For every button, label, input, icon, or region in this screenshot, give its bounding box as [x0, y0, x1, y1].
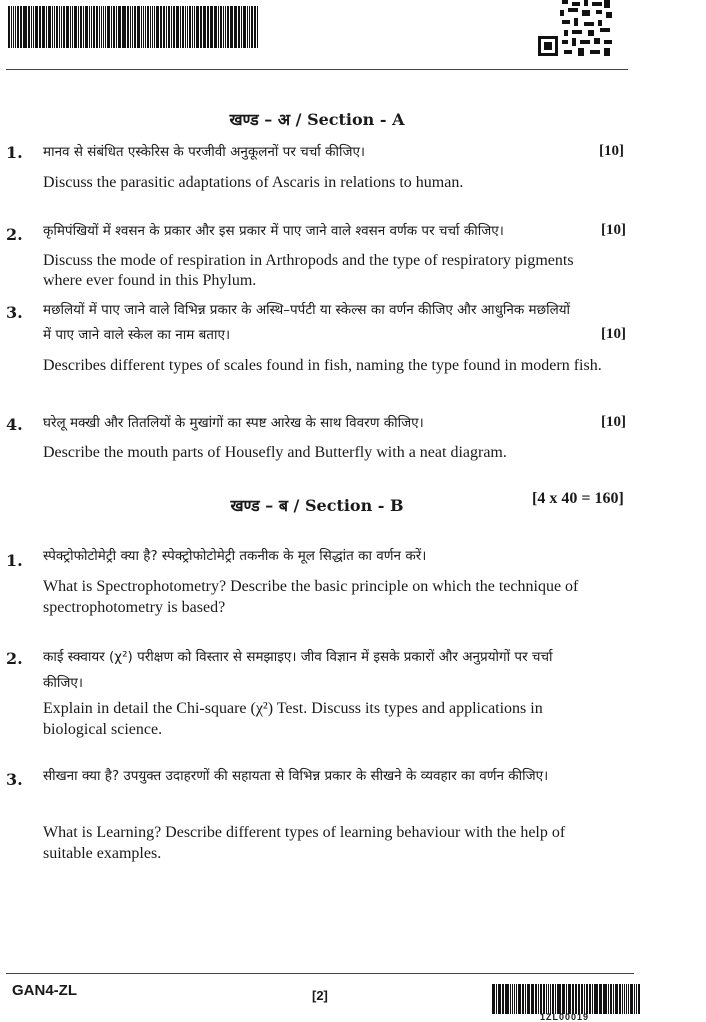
barcode-bar [160, 6, 162, 48]
barcode-bar [54, 6, 56, 48]
barcode-bar [506, 984, 509, 1014]
barcode-bar [154, 6, 156, 48]
barcode-bar [634, 984, 636, 1014]
barcode-bar [116, 6, 117, 48]
barcode-bar [540, 984, 542, 1014]
barcode-bar [575, 984, 577, 1014]
barcode-bar [168, 6, 170, 48]
question-a2-hindi: कृमिपंखियों में श्वसन के प्रकार और इस प्रकार में पाए जाने वाले श्वसन वर्णक पर चर्चा कीजिए। [43, 223, 504, 239]
footer-divider [6, 973, 634, 974]
barcode-bar [604, 984, 607, 1014]
barcode-bar [171, 6, 173, 48]
barcode-bar [123, 6, 126, 48]
barcode-bar [59, 6, 60, 48]
barcode-bar [24, 6, 27, 48]
question-a3-hindi-line1: मछलियों में पाए जाने वाले विभिन्न प्रकार के अस्थि–पर्पटी या स्केल्स का वर्णन कीजिए और आधुनिक मछलियों [43, 302, 571, 318]
barcode-bar [132, 6, 134, 48]
barcode-bar [238, 6, 241, 48]
barcode-bar [137, 6, 140, 48]
barcode-bar [622, 984, 624, 1014]
barcode-bar [223, 6, 224, 48]
barcode-bar [557, 984, 558, 1014]
barcode-bar [522, 984, 525, 1014]
barcode-bar [182, 6, 184, 48]
question-b2-hindi-line1: काई स्क्वायर (χ²) परीक्षण को विस्तार से समझाइए। जीव विज्ञान में इसके प्रकारों और अनुप्रयोगों पर चर्चा [43, 649, 553, 665]
barcode-bar [516, 984, 517, 1014]
barcode-bar [251, 6, 253, 48]
section-b-heading: खण्ड – ब / Section - B [230, 496, 404, 515]
barcode-bar [626, 984, 627, 1014]
barcode-bar [46, 6, 47, 48]
barcode-bar [619, 984, 621, 1014]
barcode-bar [615, 984, 618, 1014]
question-a2-english-line1: Discuss the mode of respiration in Arthropods and the type of respiratory pigments [43, 252, 574, 269]
barcode-bar [78, 6, 79, 48]
barcode-bar [613, 984, 615, 1014]
barcode-bar [599, 984, 602, 1014]
barcode-bar [196, 6, 199, 48]
question-b2-english-line1: Explain in detail the Chi-square (χ²) Test. Discuss its types and applications in [43, 700, 543, 717]
barcode-bar [15, 6, 16, 48]
barcode-bar [33, 6, 34, 48]
barcode-bar [502, 984, 504, 1014]
barcode-bar [214, 6, 217, 48]
question-b1-english-line2: spectrophotometry is based? [43, 599, 226, 616]
barcode-bar [80, 6, 82, 48]
barcode-bar [93, 6, 96, 48]
barcode-bar [234, 6, 237, 48]
barcode-bar [176, 6, 179, 48]
barcode-bar [122, 6, 123, 48]
barcode-bar [536, 984, 537, 1014]
barcode-bar [145, 6, 146, 48]
barcode-bar [535, 984, 536, 1014]
question-a3-number: 3. [6, 303, 23, 322]
question-a4-english: Describe the mouth parts of Housefly and Butterfly with a neat diagram. [43, 444, 507, 461]
barcode-bar [118, 6, 121, 48]
barcode-bar [243, 6, 246, 48]
barcode-bar [531, 984, 534, 1014]
barcode-bar [56, 6, 58, 48]
barcode-bar [194, 6, 195, 48]
question-a4-hindi: घरेलू मक्खी और तितलियों के मुखांगों का स्पष्ट आरेख के साथ विवरण कीजिए। [43, 415, 424, 431]
barcode-bar [105, 6, 106, 48]
barcode-bar [85, 6, 88, 48]
barcode-bar [152, 6, 153, 48]
barcode-bar [187, 6, 188, 48]
barcode-bar [555, 984, 556, 1014]
question-a3-marks: [10] [601, 326, 626, 342]
barcode-bar [510, 984, 511, 1014]
barcode-bar [23, 6, 24, 48]
question-b3-english-line2: suitable examples. [43, 845, 162, 862]
barcode-bar [89, 6, 90, 48]
question-a1-number: 1. [6, 143, 23, 162]
barcode-bar [220, 6, 222, 48]
question-b3-english-line1: What is Learning? Describe different types of learning behaviour with the help of [43, 824, 566, 841]
barcode-bar [70, 6, 71, 48]
question-a2-number: 2. [6, 225, 23, 244]
barcode-bar [35, 6, 38, 48]
question-a4-marks: [10] [601, 414, 626, 430]
barcode-bar [227, 6, 229, 48]
barcode-bar [130, 6, 131, 48]
question-a1-english: Discuss the parasitic adaptations of Ascaris in relations to human. [43, 174, 464, 191]
barcode-bar [20, 6, 22, 48]
barcode-bar [594, 984, 595, 1014]
barcode-bar [568, 984, 571, 1014]
barcode-bar [96, 6, 98, 48]
barcode-bar [127, 6, 129, 48]
barcode-number: 1ZL00019 [540, 1012, 590, 1022]
barcode-bar [543, 984, 546, 1014]
barcode-bar [141, 6, 143, 48]
barcode-bar [505, 984, 506, 1014]
barcode-bar [610, 984, 612, 1014]
barcode-bar [584, 984, 586, 1014]
barcode-bar [166, 6, 167, 48]
barcode-bar [156, 6, 159, 48]
barcode-bar [578, 984, 580, 1014]
question-a1-marks: [10] [599, 143, 624, 159]
barcode-bar [566, 984, 568, 1014]
barcode-bar [63, 6, 66, 48]
barcode-bar [249, 6, 251, 48]
barcode-bar [8, 6, 10, 48]
barcode-bar [173, 6, 175, 48]
barcode-bar [31, 6, 33, 48]
barcode-bar [48, 6, 51, 48]
barcode-bar [11, 6, 13, 48]
barcode-bar [83, 6, 85, 48]
barcode-bar [230, 6, 231, 48]
barcode-bar [254, 6, 256, 48]
barcode-top [8, 6, 258, 48]
barcode-bar [113, 6, 115, 48]
barcode-bar [538, 984, 539, 1014]
barcode-bar [257, 6, 258, 48]
question-b3-number: 3. [6, 770, 23, 789]
barcode-bar [231, 6, 233, 48]
question-b1-hindi: स्पेक्ट्रोफोटोमेट्री क्या है? स्पेक्ट्रोफोटोमेट्री तकनीक के मूल सिद्धांत का वर्णन करें। [43, 548, 427, 564]
barcode-bar [247, 6, 248, 48]
barcode-bar [496, 984, 498, 1014]
barcode-bar [134, 6, 136, 48]
barcode-bar [514, 984, 516, 1014]
barcode-bar [518, 984, 521, 1014]
barcode-bar [61, 6, 62, 48]
barcode-bar [595, 984, 598, 1014]
barcode-bar [203, 6, 206, 48]
barcode-bar [592, 984, 593, 1014]
question-b3-hindi: सीखना क्या है? उपयुक्त उदाहरणों की सहायता से विभिन्न प्रकार के सीखने के व्यवहार का वर्णन कीजिए। [43, 768, 549, 784]
barcode-bar [638, 984, 640, 1014]
barcode-bar [39, 6, 41, 48]
barcode-bar [163, 6, 166, 48]
question-b2-hindi-line2: कीजिए। [43, 675, 83, 691]
question-b1-number: 1. [6, 551, 23, 570]
section-b-marks: [4 x 40 = 160] [532, 490, 624, 507]
barcode-bar [562, 984, 565, 1014]
barcode-bar [28, 6, 30, 48]
question-b2-english-line2: biological science. [43, 721, 163, 738]
barcode-bar [225, 6, 226, 48]
question-a2-english-line2: where ever found in this Phylum. [43, 272, 257, 289]
barcode-bar [550, 984, 551, 1014]
barcode-bar [200, 6, 203, 48]
question-a2-marks: [10] [601, 222, 626, 238]
barcode-bar [589, 984, 591, 1014]
barcode-bar [103, 6, 104, 48]
question-a3-english: Describes different types of scales found in fish, naming the type found in modern fish. [43, 357, 602, 374]
question-b1-english-line1: What is Spectrophotometry? Describe the basic principle on which the technique of [43, 578, 579, 595]
barcode-bar [207, 6, 210, 48]
barcode-bar [99, 6, 100, 48]
question-b2-number: 2. [6, 649, 23, 668]
barcode-bar [492, 984, 495, 1014]
barcode-bar [74, 6, 77, 48]
barcode-bar [636, 984, 637, 1014]
barcode-bar [147, 6, 149, 48]
section-a-heading: खण्ड – अ / Section - A [229, 110, 405, 129]
barcode-bar [558, 984, 561, 1014]
barcode-bar [101, 6, 103, 48]
barcode-bar [185, 6, 186, 48]
header-divider [6, 69, 628, 70]
barcode-bar [66, 6, 69, 48]
barcode-bar [107, 6, 110, 48]
barcode-bar [581, 984, 583, 1014]
barcode-bar [143, 6, 144, 48]
barcode-bar [630, 984, 633, 1014]
barcode-bar [72, 6, 74, 48]
barcode-bar [586, 984, 588, 1014]
barcode-bar [512, 984, 513, 1014]
barcode-bar [552, 984, 554, 1014]
barcode-bar [43, 6, 45, 48]
qr-code [538, 0, 614, 58]
barcode-bar [241, 6, 242, 48]
barcode-bar [628, 984, 629, 1014]
barcode-bar [608, 984, 609, 1014]
barcode-bar [603, 984, 604, 1014]
barcode-bar [42, 6, 43, 48]
question-a3-hindi-line2: में पाए जाने वाले स्केल का नाम बताए। [43, 327, 231, 343]
barcode-bar [210, 6, 213, 48]
page-number: [2] [312, 988, 328, 1003]
barcode-bar [180, 6, 182, 48]
barcode-bar [192, 6, 193, 48]
barcode-bar [525, 984, 526, 1014]
paper-code: GAN4-ZL [12, 982, 77, 999]
barcode-bar [150, 6, 151, 48]
barcode-bar [189, 6, 192, 48]
barcode-bar [498, 984, 501, 1014]
question-a4-number: 4. [6, 415, 23, 434]
barcode-bar [52, 6, 53, 48]
barcode-bar [17, 6, 19, 48]
barcode-bar [13, 6, 14, 48]
barcode-bar [111, 6, 113, 48]
barcode-bar [546, 984, 547, 1014]
barcode-bottom [492, 984, 640, 1014]
barcode-bar [218, 6, 220, 48]
question-a1-hindi: मानव से संबंधित एस्केरिस के परजीवी अनुकूलनों पर चर्चा कीजिए। [43, 144, 366, 160]
barcode-bar [527, 984, 530, 1014]
barcode-bar [572, 984, 575, 1014]
barcode-bar [548, 984, 549, 1014]
barcode-bar [624, 984, 625, 1014]
barcode-bar [91, 6, 92, 48]
